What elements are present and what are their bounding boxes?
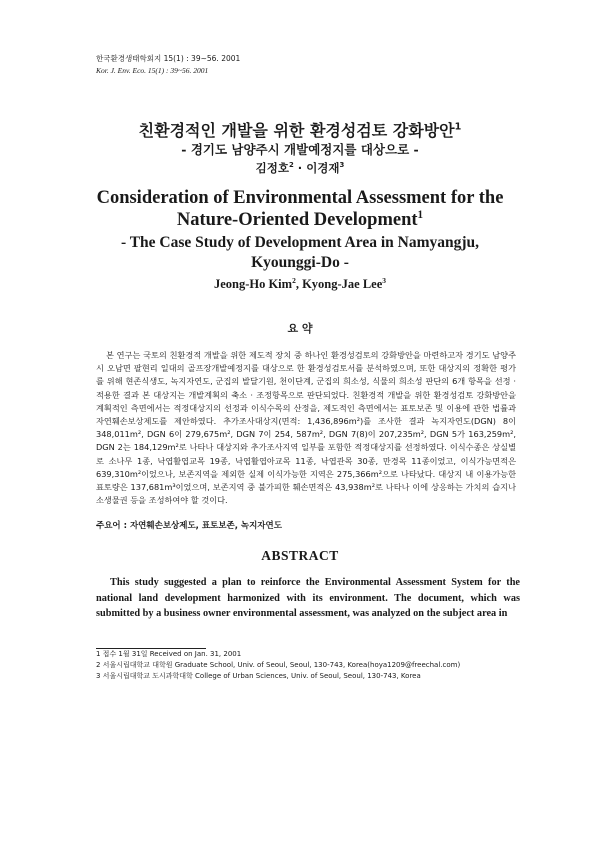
korean-abstract-heading: 요 약 bbox=[287, 322, 313, 335]
korean-subtitle: - 경기도 남양주시 개발예정지를 대상으로 - bbox=[181, 142, 419, 157]
journal-header-english: Kor. J. Env. Eco. 15(1) : 39~56. 2001 bbox=[96, 66, 209, 75]
footnote-3: 3 서울시립대학교 도시과학대학 College of Urban Sciences, Univ. of Seoul, Seoul, 130-743, Korea bbox=[96, 672, 421, 680]
english-author-2-mark: 3 bbox=[382, 275, 387, 285]
english-title-line-2-text: Nature-Oriented Development bbox=[176, 210, 418, 230]
english-subtitle-line-2: Kyounggi-Do - bbox=[251, 254, 349, 271]
journal-header-korean: 한국환경생태학회지 15(1) : 39~56. 2001 bbox=[96, 54, 241, 63]
english-abstract-body bbox=[96, 575, 520, 622]
english-authors bbox=[60, 277, 540, 292]
english-author-2: Kyong-Jae Lee bbox=[302, 277, 383, 291]
english-abstract-text: This study suggested a plan to reinforce the Environmental Assessment System for the national land development harmonized with its environment. The document, which was submitted by a business owner environmental assessment, was analyzed on the subject area in bbox=[96, 577, 520, 619]
footnote-2: 2 서울시립대학교 대학원 Graduate School, Univ. of Seoul, Seoul, 130-743, Korea(hoya1209@freechal.com) bbox=[96, 661, 461, 669]
korean-author-1-mark: 2 bbox=[289, 161, 294, 170]
english-author-1-mark: 2 bbox=[292, 275, 296, 285]
english-author-separator: , bbox=[295, 277, 303, 291]
keywords-list: 자연훼손보상제도, 표토보존, 녹지자연도 bbox=[129, 521, 282, 531]
korean-authors bbox=[60, 160, 540, 176]
english-author-1: Jeong-Ho Kim bbox=[213, 277, 293, 291]
korean-title-footnote-mark: 1 bbox=[454, 121, 462, 133]
korean-author-2-mark: 3 bbox=[339, 161, 345, 170]
korean-author-separator: · bbox=[293, 161, 307, 175]
korean-abstract-body bbox=[96, 349, 516, 507]
english-abstract-heading: ABSTRACT bbox=[261, 548, 339, 563]
english-subtitle-line-1: - The Case Study of Development Area in Namyangju, bbox=[120, 234, 480, 251]
korean-title-text: 친환경적인 개발을 위한 환경성검토 강화방안 bbox=[138, 121, 455, 140]
korean-title bbox=[60, 118, 540, 141]
korean-author-1: 김정호 bbox=[255, 161, 289, 175]
english-title-line-1: Consideration of Environmental Assessment for the bbox=[96, 188, 504, 208]
korean-author-2: 이경재 bbox=[306, 161, 340, 175]
english-title-footnote-mark: 1 bbox=[417, 208, 424, 221]
footnote-1: 1 접수 1월 31일 Received on Jan. 31, 2001 bbox=[96, 650, 242, 658]
english-title-line-2 bbox=[60, 210, 540, 231]
keywords bbox=[96, 519, 282, 531]
korean-abstract-text: 본 연구는 국토의 친환경적 개발을 위한 제도적 장치 중 하나인 환경성검토의 강화방안을 마련하고자 경기도 남양주시 오남면 팔현리 일대의 골프장개발예정지를 대상으로 한 환경성검토서를 분석하였으며, 또한 대상지의 정확한 평가를 위해 현존식생도, 녹지자연도, 군집의 발달기원, 천이단계, 군집의 희소성, 식물의 희소성 판단의 6개 항목을 선정 · 적용한 결과 본 대상지는 개발계획의 축소 · 조정항목으로 판단되었다. 친환경적 개발을 위한 환경성검토 강화방안을 계획적인 측면에서는 적정대상지의 선정과 이식수목의 산정을, 제도적인 측면에서는 표토보존 및 이용에 관한 법률과 자연훼손보상제도를 제안하였다. 추가조사대상지(면적: 1,436,896m²)를 조사한 결과 녹지자연도(DGN) 8이 348,011m², DGN 6이 279,675m², DGN 7이 254, 587m², DGN 7(8)이 207,235m², DGN 5가 163,259m², DGN 2는 184,129m²로 나타나 대상지와 추가조사지역 일부를 포함한 적정대상지를 선정하였다. 이식수종은 상실별로 소나무 1종, 낙엽활엽교목 19종, 낙엽활엽아교목 11종, 낙엽관목 30종, 만경목 11종이었고, 이식가능면적은 639,310m²이었으나, 보존지역을 제외한 실제 이식가능한 지역은 275,366m²으로 나타났다. 대상지 내 이용가능한 표토량은 137,681m³이었으며, 보존지역 중 불가피한 훼손면적은 43,938m²로 나타나 이에 상응하는 가치의 습지나 소생물권 등을 조성하여야 할 것이다. bbox=[96, 350, 516, 506]
keywords-label: 주요어 : bbox=[96, 521, 127, 531]
